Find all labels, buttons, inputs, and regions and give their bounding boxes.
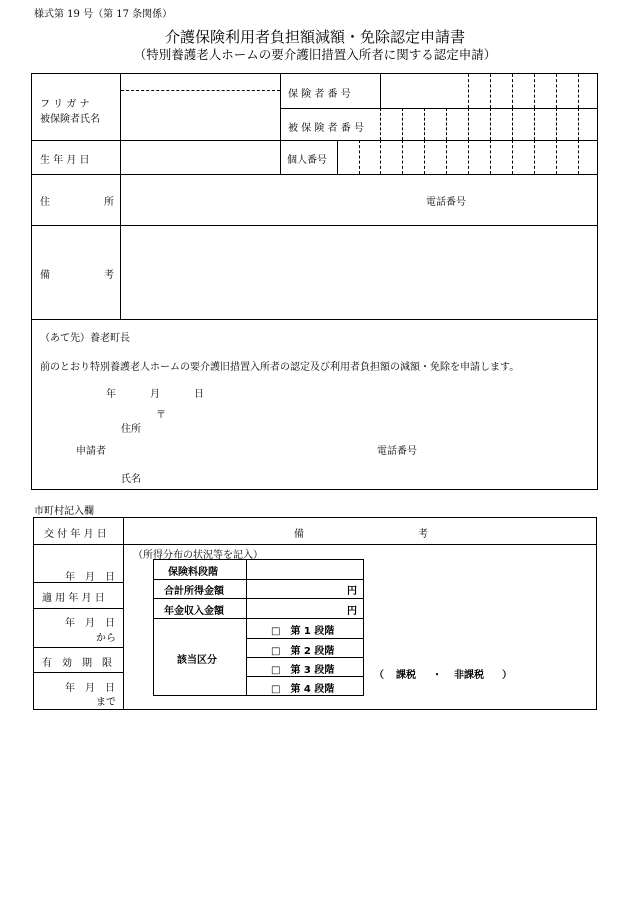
phone-label: 電話番号	[426, 197, 466, 208]
tax-separator: ・	[432, 670, 442, 681]
page-subtitle: （特別養護老人ホームの要介護旧措置入所者に関する認定申請）	[133, 47, 497, 62]
insured-number-field[interactable]	[381, 109, 597, 139]
pension-income-yen: 円	[347, 606, 357, 617]
stage-3-checkbox[interactable]: □ 第 3 段階	[271, 665, 335, 676]
insured-name-label: 被保険者氏名	[40, 114, 100, 125]
income-note: （所得分布の状況等を記入）	[133, 550, 263, 561]
name-field[interactable]	[121, 91, 279, 139]
birthdate-field[interactable]	[121, 141, 279, 173]
tax-open-paren: （	[374, 670, 384, 681]
category-label: 該当区分	[177, 655, 217, 666]
address-label-right: 所	[104, 197, 114, 208]
stage-4-checkbox[interactable]: □ 第 4 段階	[271, 684, 335, 695]
issue-date-value: 年 月 日	[65, 572, 115, 583]
my-number-field[interactable]	[338, 141, 597, 173]
page-title: 介護保険利用者負担額減額・免除認定申請書	[164, 28, 465, 46]
until-label: まで	[96, 697, 116, 708]
form-number: 様式第 19 号（第 17 条関係）	[34, 9, 173, 20]
date-day: 日	[194, 389, 204, 400]
issue-date-label: 交 付 年 月 日	[44, 529, 107, 540]
remarks-label-right: 考	[104, 270, 114, 281]
total-income-label: 合計所得金額	[164, 586, 224, 597]
my-number-label: 個人番号	[287, 155, 327, 166]
applicant-phone-label: 電話番号	[377, 446, 417, 457]
date-month: 月	[150, 389, 160, 400]
municipal-section-title: 市町村記入欄	[34, 506, 94, 517]
apply-date-label: 適 用 年 月 日	[42, 593, 105, 604]
stage-1-checkbox[interactable]: □ 第 1 段階	[271, 626, 335, 637]
municipal-form	[33, 517, 597, 710]
premium-stage-label: 保険料段階	[168, 567, 218, 578]
address-label-left: 住	[40, 197, 50, 208]
furigana-label: フ リ ガ ナ	[40, 99, 90, 110]
remarks-header-left: 備	[294, 529, 304, 540]
remarks-field[interactable]	[121, 226, 597, 318]
insurer-number-label: 保 険 者 番 号	[288, 89, 351, 100]
applicant-label: 申請者	[76, 446, 106, 457]
from-label: から	[96, 633, 116, 644]
valid-period-label: 有 効 期 限	[42, 658, 112, 669]
applicant-name-label: 氏名	[121, 474, 141, 485]
income-table	[153, 559, 364, 696]
declaration-statement: 前のとおり特別養護老人ホームの要介護旧措置入所者の認定及び利用者負担額の減額・免除を申請します。	[40, 362, 520, 373]
pension-income-label: 年金収入金額	[164, 606, 224, 617]
remarks-label-left: 備	[40, 270, 50, 281]
tax-close-paren: ）	[502, 670, 512, 681]
stage-2-checkbox[interactable]: □ 第 2 段階	[271, 646, 335, 657]
postal-mark: 〒	[156, 410, 166, 421]
address-field[interactable]	[121, 175, 597, 224]
total-income-yen: 円	[347, 586, 357, 597]
valid-date-value: 年 月 日	[65, 683, 115, 694]
taxed-option[interactable]: 課税	[396, 670, 416, 681]
untaxed-option[interactable]: 非課税	[454, 670, 484, 681]
apply-date-value: 年 月 日	[65, 618, 115, 629]
applicant-address-label: 住所	[121, 424, 141, 435]
insurer-number-field[interactable]	[381, 74, 597, 107]
insured-number-label: 被 保 険 者 番 号	[288, 123, 364, 134]
birthdate-label: 生 年 月 日	[40, 155, 90, 166]
addressee: （あて先）養老町長	[40, 333, 130, 344]
date-year: 年	[106, 389, 116, 400]
furigana-field[interactable]	[121, 74, 279, 90]
remarks-header-right: 考	[418, 529, 428, 540]
applicant-form	[31, 73, 598, 490]
